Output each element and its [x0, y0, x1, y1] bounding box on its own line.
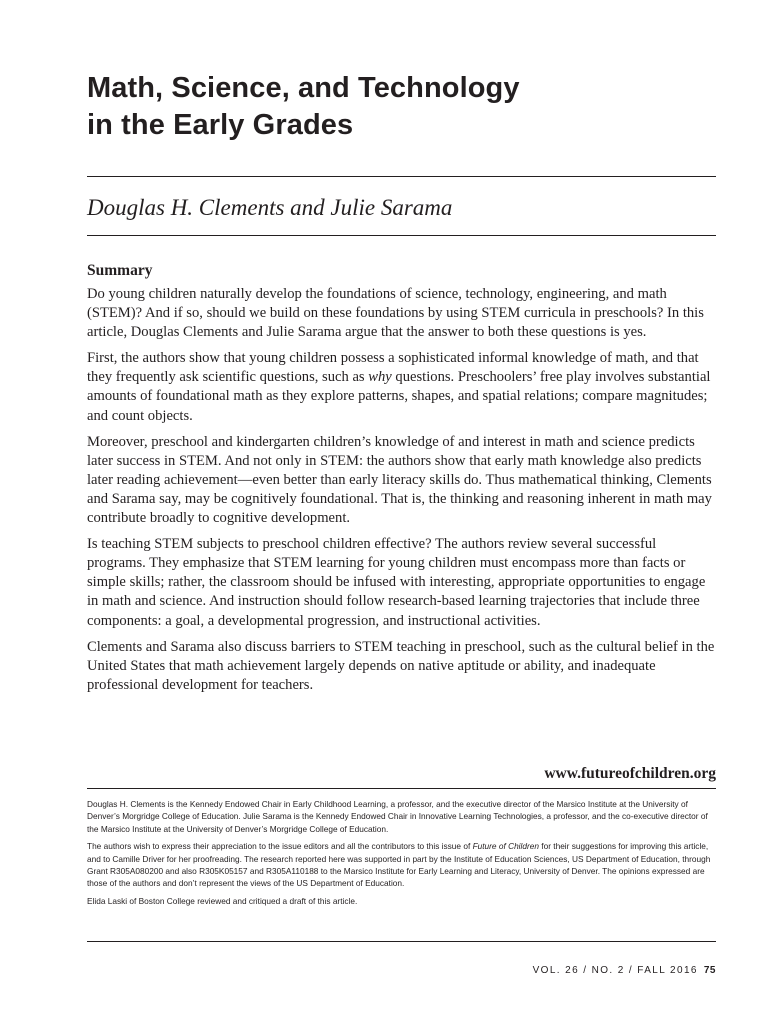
summary-paragraph: Clements and Sarama also discuss barriers to STEM teaching in preschool, such as the cultural belief in the United States that math achievement largely depends on native aptitude or ability, and inadequate professional development for teachers.: [87, 638, 715, 693]
notes-top-divider: [87, 788, 716, 789]
website-link[interactable]: www.futureofchildren.org: [544, 765, 716, 782]
review-note: Elida Laski of Boston College reviewed and critiqued a draft of this article.: [87, 895, 358, 906]
summary-paragraph: Moreover, preschool and kindergarten children’s knowledge of and interest in math and science predicts later success in STEM. And not only in STEM: the authors show that early math knowledge also predicts later reading achievement—even better than early literacy skills do. Thus mathematical thinking, Clements and Sarama say, may be cognitively foundational. That is, the thinking and reasoning inherent in math may contribute broadly to cognitive development.: [87, 433, 712, 527]
text-run: First, the authors show that young children possess a sophisticated informal knowledge of math, and that they frequently ask scientific questions, such as: [87, 350, 699, 386]
summary-paragraph: Is teaching STEM subjects to preschool children effective? The authors review several successful programs. They emphasize that STEM learning for young children must encompass more than facts or simple skills; rather, the classroom should be infused with interesting, appropriate opportunities to engage in math and science. And instruction should follow research-based learning trajectories that include three components: a goal, a developmental progression, and instructional activities.: [87, 536, 706, 629]
issue-info: VOL. 26 / NO. 2 / FALL 2016: [532, 965, 698, 976]
author-notes: [87, 798, 717, 912]
emphasis-text: why: [368, 369, 392, 386]
text-run: for their suggestions for improving this article, and to Camille Driver for her proofreading. The research reported here was supported in part by the Institute of Education Sciences, US Department of Education, through Grant R305A080200 and also R305K05157 and R305A110188 to the Marsico Institute for Early Learning and Literacy, University of Denver. The opinions expressed are those of the authors and don’t represent the views of the US Department of Education.: [87, 841, 711, 889]
summary-heading: Summary: [87, 262, 153, 279]
notes-bottom-divider: [87, 941, 716, 942]
author-bio-note: Douglas H. Clements is the Kennedy Endowed Chair in Early Childhood Learning, a professor, and the executive director of the Marsico Institute at the University of Denver’s Morgridge College of Education. Julie Sarama is the Kennedy Endowed Chair in Innovative Learning Technologies, a professor, and the co-executive director of the Marsico Institute at the University of Denver’s Morgridge College of Education.: [87, 799, 708, 834]
summary-body: [87, 285, 717, 702]
text-run: questions. Preschoolers’ free play involves substantial amounts of foundational math as they explore patterns, shapes, and spatial relations; compare magnitudes; and count objects.: [87, 369, 711, 424]
text-run: The authors wish to express their appreciation to the issue editors and all the contributors to this issue of: [87, 841, 473, 852]
article-title: [87, 70, 707, 144]
page-number: 75: [703, 965, 716, 976]
authors-divider: [87, 235, 716, 236]
title-line-1: Math, Science, and Technology: [87, 72, 520, 104]
summary-paragraph: Do young children naturally develop the foundations of science, technology, engineering, and math (STEM)? And if so, should we build on these foundations by using STEM curricula in preschools? In this article, Douglas Clements and Julie Sarama argue that the answer to both these questions is yes.: [87, 286, 704, 341]
acknowledgment-note: [87, 840, 717, 890]
page-footer: [87, 964, 716, 978]
title-divider: [87, 176, 716, 177]
summary-paragraph: [87, 349, 717, 425]
title-line-2: in the Early Grades: [87, 109, 354, 141]
article-authors: Douglas H. Clements and Julie Sarama: [87, 195, 453, 220]
journal-name: Future of Children: [472, 841, 539, 852]
